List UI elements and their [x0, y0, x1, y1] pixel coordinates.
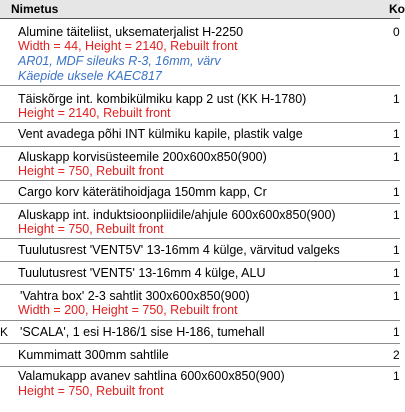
- table-row: [0, 181, 400, 204]
- item-title: Cargo korv käterätihoidjaga 150mm kapp, Cr: [18, 185, 267, 199]
- table-row: [0, 344, 400, 367]
- item-quantity: 1: [393, 325, 400, 339]
- item-title: Alumine täiteliist, uksematerjalist H-2250: [18, 25, 244, 39]
- item-dimensions: Height = 750, Rebuilt front: [18, 222, 164, 236]
- item-quantity: 1: [393, 185, 400, 199]
- item-dimensions: Width = 200, Height = 750, Rebuilt front: [18, 303, 238, 317]
- item-dimensions: Width = 44, Height = 2140, Rebuilt front: [18, 39, 238, 53]
- item-quantity: 1: [393, 369, 400, 383]
- item-title: Valamukapp avanev sahtlina 600x600x850(900): [18, 369, 285, 383]
- table-row: [0, 367, 400, 407]
- item-dimensions: Height = 750, Rebuilt front: [18, 384, 164, 398]
- item-title: Vent avadega põhi INT külmiku kapile, plastik valge: [18, 127, 303, 141]
- item-title: Aluskapp int. induktsioonpliidile/ahjule 600x600x850(900): [18, 208, 336, 222]
- item-title: Kummimatt 300mm sahtlile: [18, 348, 169, 362]
- item-quantity: 1: [393, 289, 400, 303]
- item-quantity: 1: [393, 127, 400, 141]
- item-title: Tuulutusrest 'VENT5' 13-16mm 4 külge, ALU: [18, 266, 266, 280]
- item-quantity: 1: [393, 92, 400, 106]
- table-row: [0, 204, 400, 239]
- table-row: [0, 321, 400, 344]
- item-note: Käepide uksele KAEC817: [18, 69, 162, 83]
- item-title: Tuulutusrest 'VENT5V' 13-16mm 4 külge, värvitud valgeks: [18, 243, 340, 257]
- table-row: [0, 285, 400, 321]
- table-row: [0, 262, 400, 285]
- item-title: Aluskapp korvisüsteemile 200x600x850(900): [18, 150, 267, 164]
- table-row: [0, 19, 400, 86]
- table-header: [0, 0, 405, 19]
- table-row: [0, 123, 400, 147]
- column-header-qty: Ko: [389, 2, 405, 16]
- item-dimensions: Height = 2140, Rebuilt front: [18, 106, 171, 120]
- table-row: [0, 239, 400, 262]
- item-quantity: 1: [393, 243, 400, 257]
- table-row: [0, 86, 400, 123]
- item-quantity: 1: [393, 150, 400, 164]
- item-note: AR01, MDF sileuks R-3, 16mm, värv: [18, 54, 221, 68]
- table-row: [0, 147, 400, 181]
- row-left-mark: K: [0, 325, 9, 339]
- item-dimensions: Height = 750, Rebuilt front: [18, 164, 164, 178]
- item-quantity: 2: [393, 348, 400, 362]
- column-header-name: Nimetus: [11, 2, 59, 16]
- item-title: Täiskõrge int. kombikülmiku kapp 2 ust (KK H-1780): [18, 92, 307, 106]
- item-quantity: 0: [393, 25, 400, 39]
- item-quantity: 1: [393, 208, 400, 222]
- item-title: 'SCALA', 1 esi H-186/1 sise H-186, tumehall: [20, 325, 265, 339]
- item-title: 'Vahtra box' 2-3 sahtlit 300x600x850(900): [20, 289, 250, 303]
- item-quantity: 1: [393, 266, 400, 280]
